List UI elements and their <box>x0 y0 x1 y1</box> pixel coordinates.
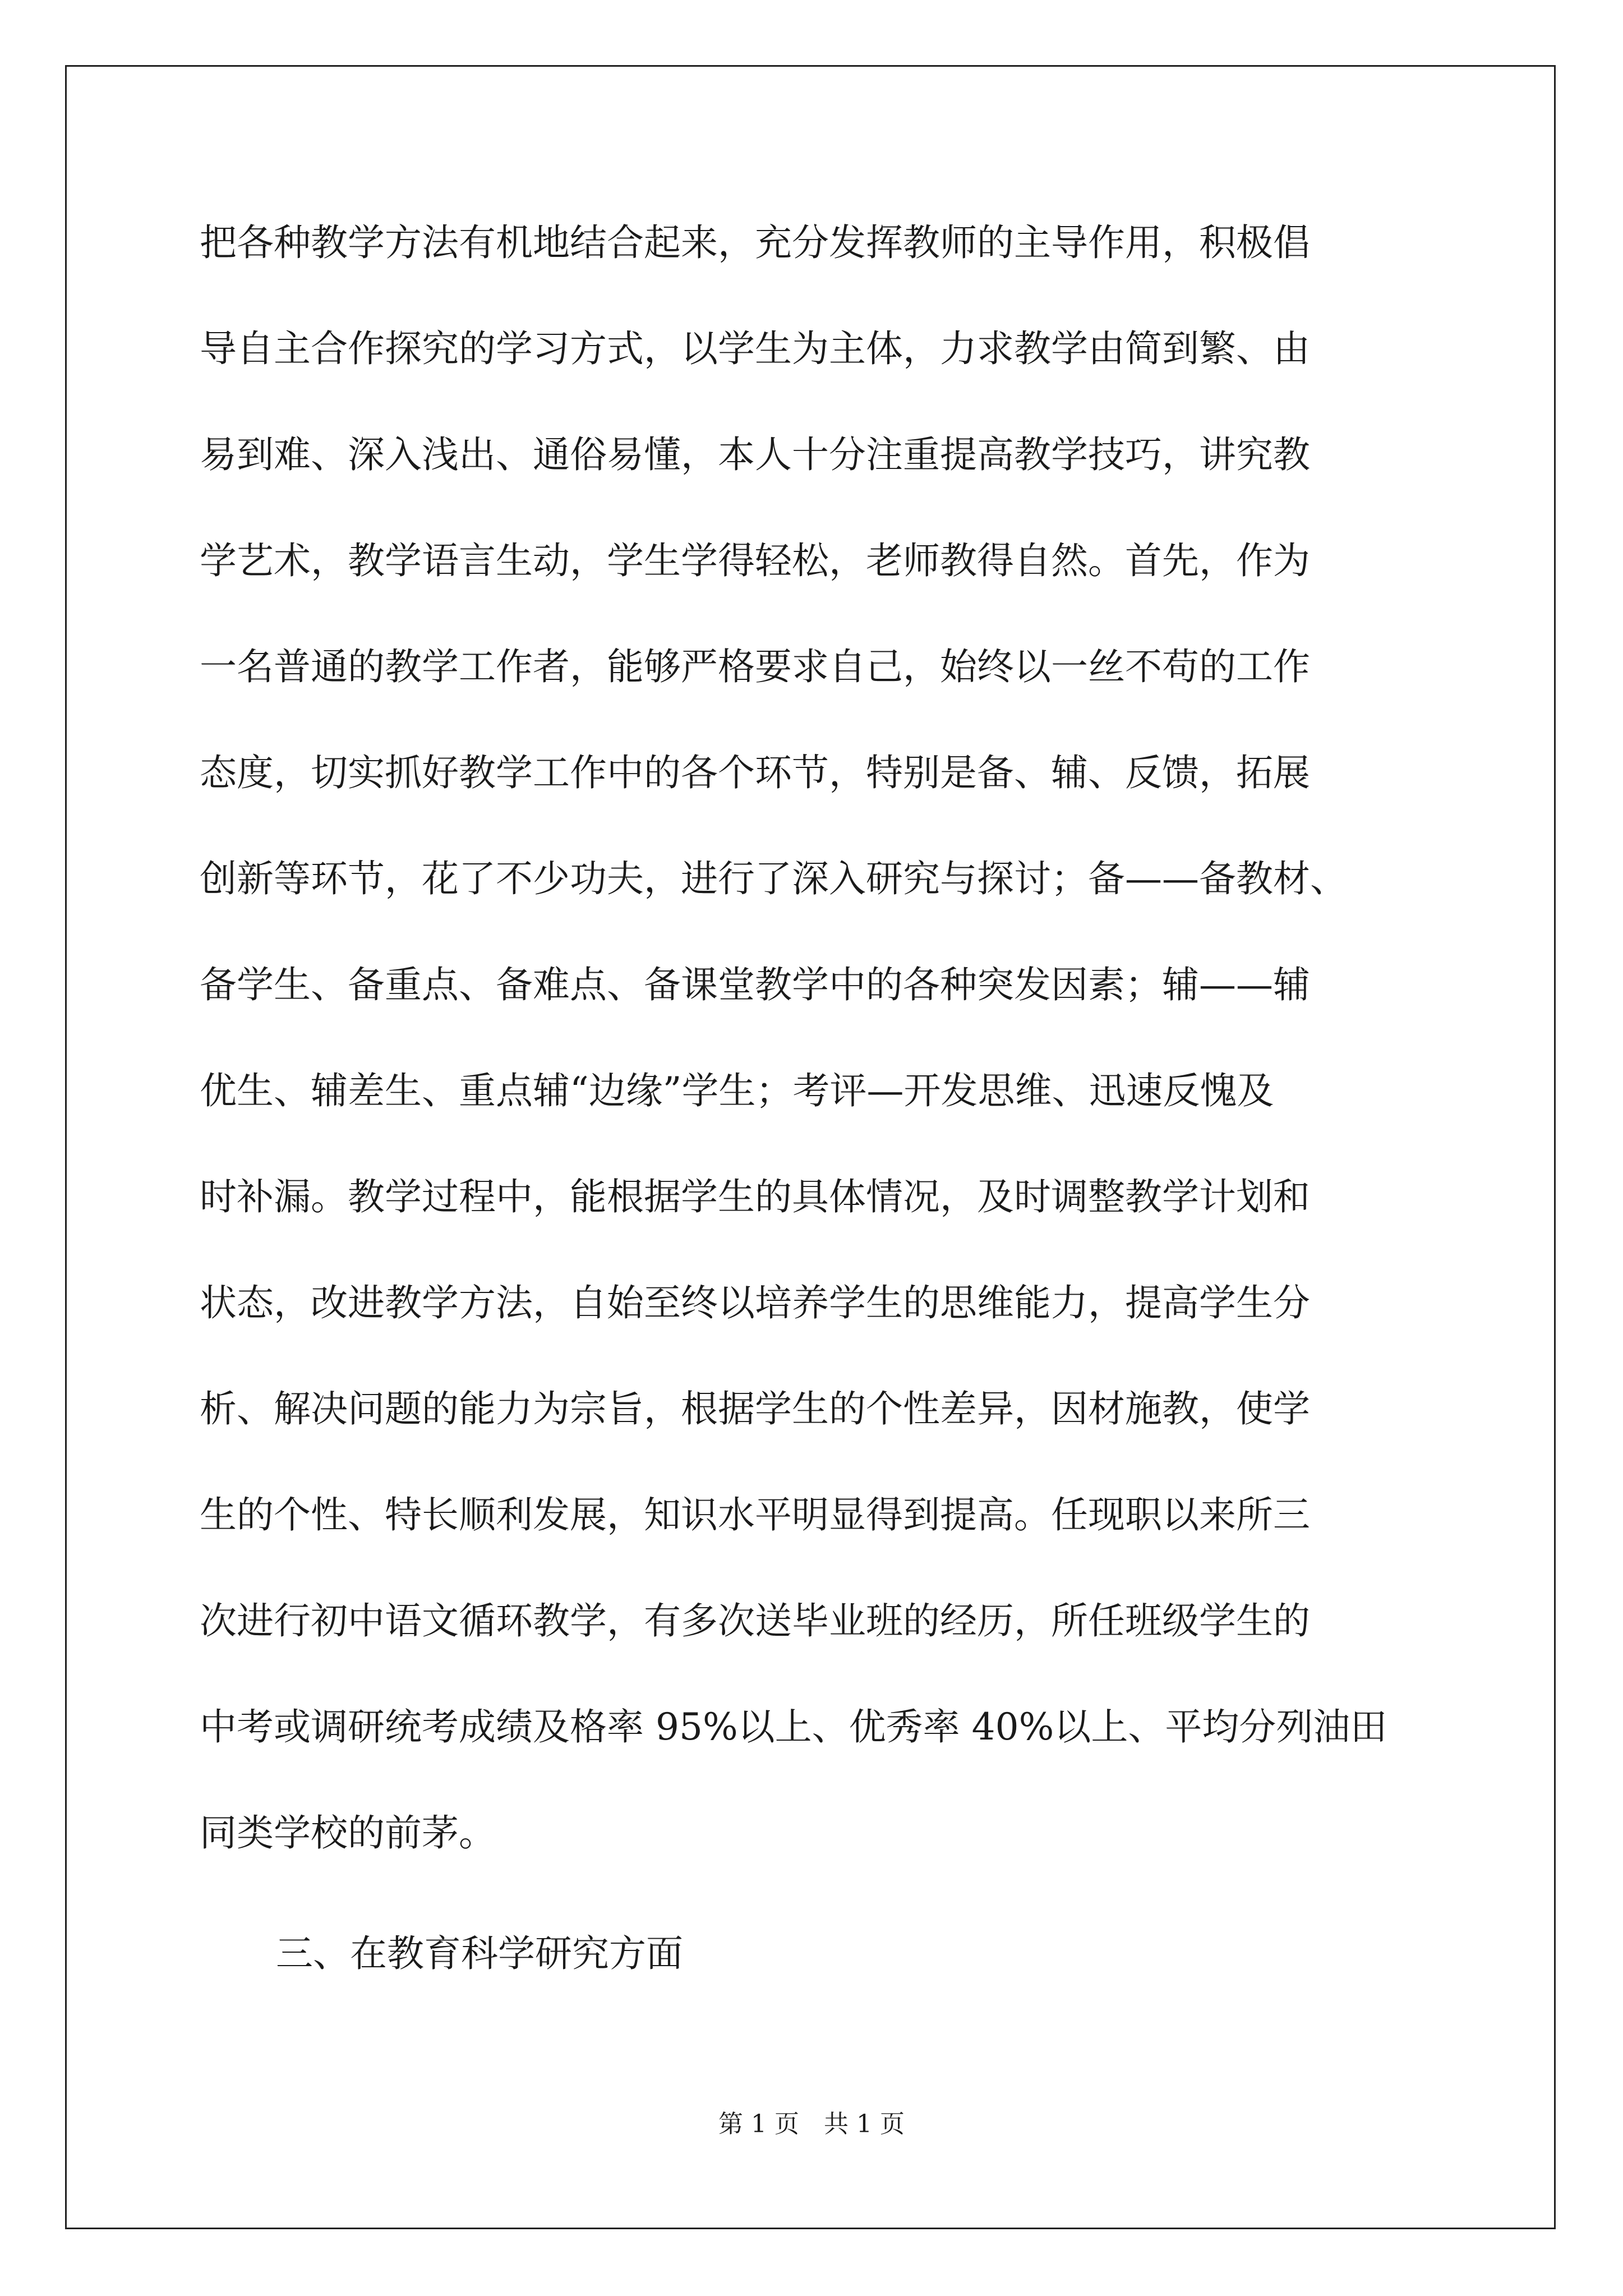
paragraph-line: 优生、辅差生、重点辅“边缘”学生；考评—开发思维、迅速反愧及 <box>200 1069 1274 1112</box>
paragraph-line: 生的个性、特长顺利发展，知识水平明显得到提高。任现职以来所三 <box>200 1493 1310 1536</box>
paragraph-line: 析、解决问题的能力为宗旨，根据学生的个性差异，因材施教，使学 <box>200 1387 1310 1430</box>
paragraph-line: 创新等环节，花了不少功夫，进行了深入研究与探讨；备——备教材、 <box>200 857 1347 900</box>
paragraph-line: 学艺术，教学语言生动，学生学得轻松，老师教得自然。首先，作为 <box>200 539 1310 582</box>
paragraph-line: 把各种教学方法有机地结合起来，充分发挥教师的主导作用，积极倡 <box>200 221 1310 264</box>
paragraph-line: 备学生、备重点、备难点、备课堂教学中的各种突发因素；辅——辅 <box>200 963 1310 1006</box>
paragraph-line: 同类学校的前茅。 <box>200 1811 496 1855</box>
paragraph-line: 态度，切实抓好教学工作中的各个环节，特别是备、辅、反馈，拓展 <box>200 751 1310 794</box>
paragraph-line: 时补漏。教学过程中，能根据学生的具体情况，及时调整教学计划和 <box>200 1175 1310 1218</box>
page-number: 第 1 页 共 1 页 <box>718 2110 905 2138</box>
body-text <box>200 212 1433 2029</box>
paragraph-line: 次进行初中语文循环教学，有多次送毕业班的经历，所任班级学生的 <box>200 1599 1310 1642</box>
paragraph-line: 一名普通的教学工作者，能够严格要求自己，始终以一丝不苟的工作 <box>200 645 1310 688</box>
paragraph-line: 易到难、深入浅出、通俗易懂，本人十分注重提高教学技巧，讲究教 <box>200 433 1310 476</box>
paragraph-line: 导自主合作探究的学习方式，以学生为主体，力求教学由简到繁、由 <box>200 327 1310 370</box>
section-heading: 三、在教育科学研究方面 <box>276 1932 683 1975</box>
paragraph-line: 状态，改进教学方法，自始至终以培养学生的思维能力，提高学生分 <box>200 1281 1310 1324</box>
paragraph-line: 中考或调研统考成绩及格率 95%以上、优秀率 40%以上、平均分列油田 <box>200 1705 1387 1749</box>
